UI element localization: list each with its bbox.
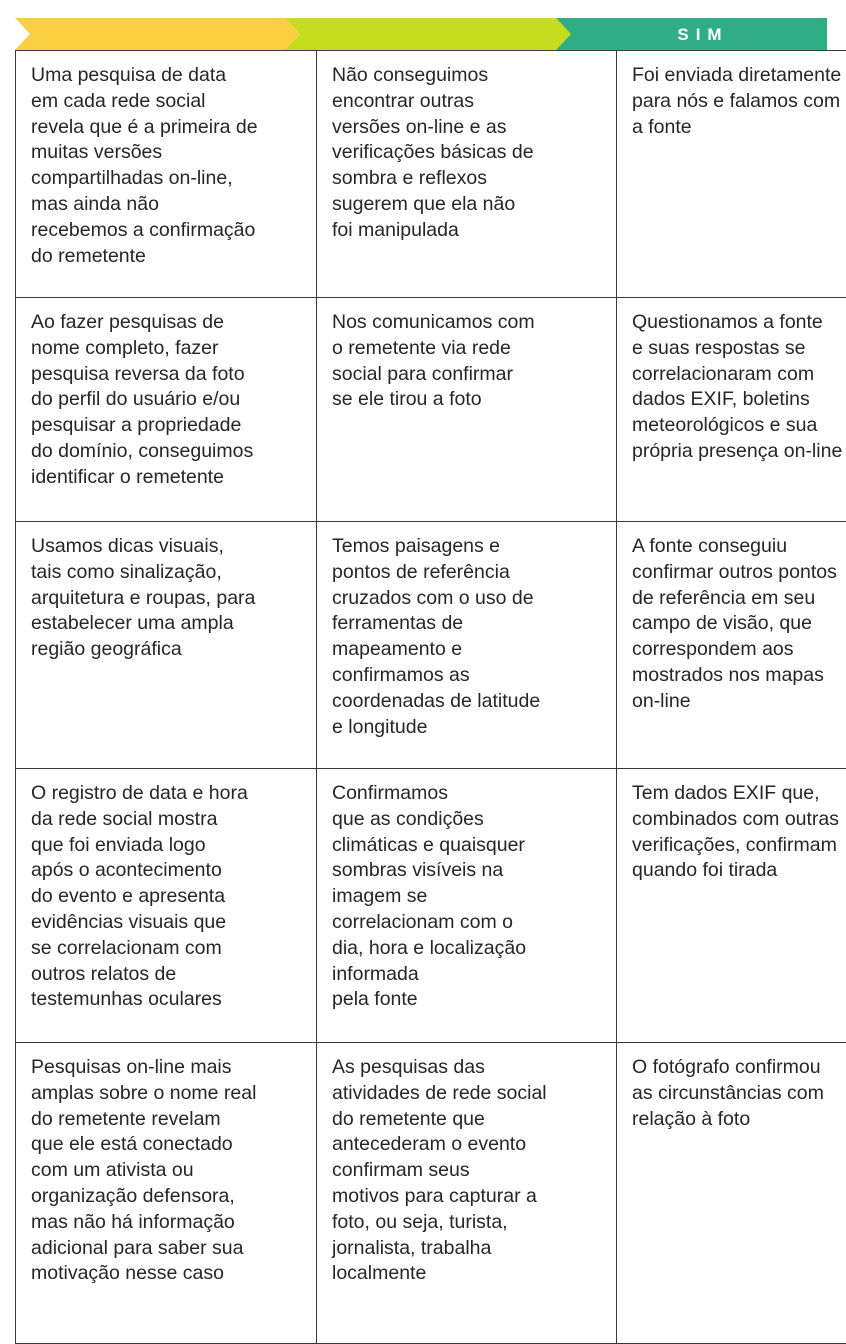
cell-text: O fotógrafo confirmou as circunstâncias com relação à foto xyxy=(632,1055,846,1132)
table-cell xyxy=(317,298,617,522)
table-cell xyxy=(317,769,617,1043)
cell-text: A fonte conseguiu confirmar outros pontos de referência em seu campo de visão, que correspondem aos mostrados nos mapas on-line xyxy=(632,534,846,715)
cell-text: Nos comunicamos com o remetente via rede social para confirmar se ele tirou a foto xyxy=(332,310,602,413)
header-arrow-bar xyxy=(15,18,827,50)
cell-text: Uma pesquisa de data em cada rede social revela que é a primeira de muitas versões compartilhadas on-line, mas ainda não recebemos a confirmação do remetente xyxy=(31,63,302,269)
table-cell xyxy=(16,298,317,522)
table-cell xyxy=(16,769,317,1043)
cell-text: Usamos dicas visuais, tais como sinalização, arquitetura e roupas, para estabelecer uma ampla região geográfica xyxy=(31,534,302,663)
verification-table xyxy=(15,50,846,1344)
table-cell xyxy=(617,769,846,1043)
table-row xyxy=(16,769,846,1043)
table-row xyxy=(16,51,846,298)
header-label: SIM xyxy=(677,25,728,44)
table-cell xyxy=(617,51,846,298)
arrow-segment-yellow xyxy=(15,18,300,50)
table-cell xyxy=(16,522,317,769)
table-cell xyxy=(317,1043,617,1344)
table-row xyxy=(16,1043,846,1344)
cell-text: O registro de data e hora da rede social mostra que foi enviada logo após o acontecimento do evento e apresenta evidências visuais que se correlacionam com outros relatos de testemunhas oculares xyxy=(31,781,302,1013)
cell-text: Temos paisagens e pontos de referência cruzados com o uso de ferramentas de mapeamento e confirmamos as coordenadas de latitude e longitude xyxy=(332,534,602,740)
cell-text: Ao fazer pesquisas de nome completo, fazer pesquisa reversa da foto do perfil do usuário e/ou pesquisar a propriedade do domínio, conseguimos identificar o remetente xyxy=(31,310,302,491)
table-row xyxy=(16,522,846,769)
cell-text: Tem dados EXIF que, combinados com outras verificações, confirmam quando foi tirada xyxy=(632,781,846,884)
cell-text: Foi enviada diretamente para nós e falamos com a fonte xyxy=(632,63,846,140)
table-cell xyxy=(317,522,617,769)
table-cell xyxy=(16,51,317,298)
cell-text: As pesquisas das atividades de rede social do remetente que antecederam o evento confirmam seus motivos para capturar a foto, ou seja, turista, jornalista, trabalha localmente xyxy=(332,1055,602,1287)
cell-text: Confirmamos que as condições climáticas e quaisquer sombras visíveis na imagem se correlacionam com o dia, hora e localização informada pela fonte xyxy=(332,781,602,1013)
table-cell xyxy=(617,522,846,769)
table-row xyxy=(16,298,846,522)
table-cell xyxy=(16,1043,317,1344)
table-cell xyxy=(317,51,617,298)
table-cell xyxy=(617,1043,846,1344)
cell-text: Pesquisas on-line mais amplas sobre o nome real do remetente revelam que ele está conectado com um ativista ou organização defensora, mas não há informação adicional para saber sua motivação nesse caso xyxy=(31,1055,302,1287)
cell-text: Não conseguimos encontrar outras versões on-line e as verificações básicas de sombra e reflexos sugerem que ela não foi manipulada xyxy=(332,63,602,244)
table-cell xyxy=(617,298,846,522)
header-arrows xyxy=(15,18,827,50)
arrow-segment-lime xyxy=(285,18,571,50)
cell-text: Questionamos a fonte e suas respostas se correlacionaram com dados EXIF, boletins meteorológicos e sua própria presença on-line xyxy=(632,310,846,465)
